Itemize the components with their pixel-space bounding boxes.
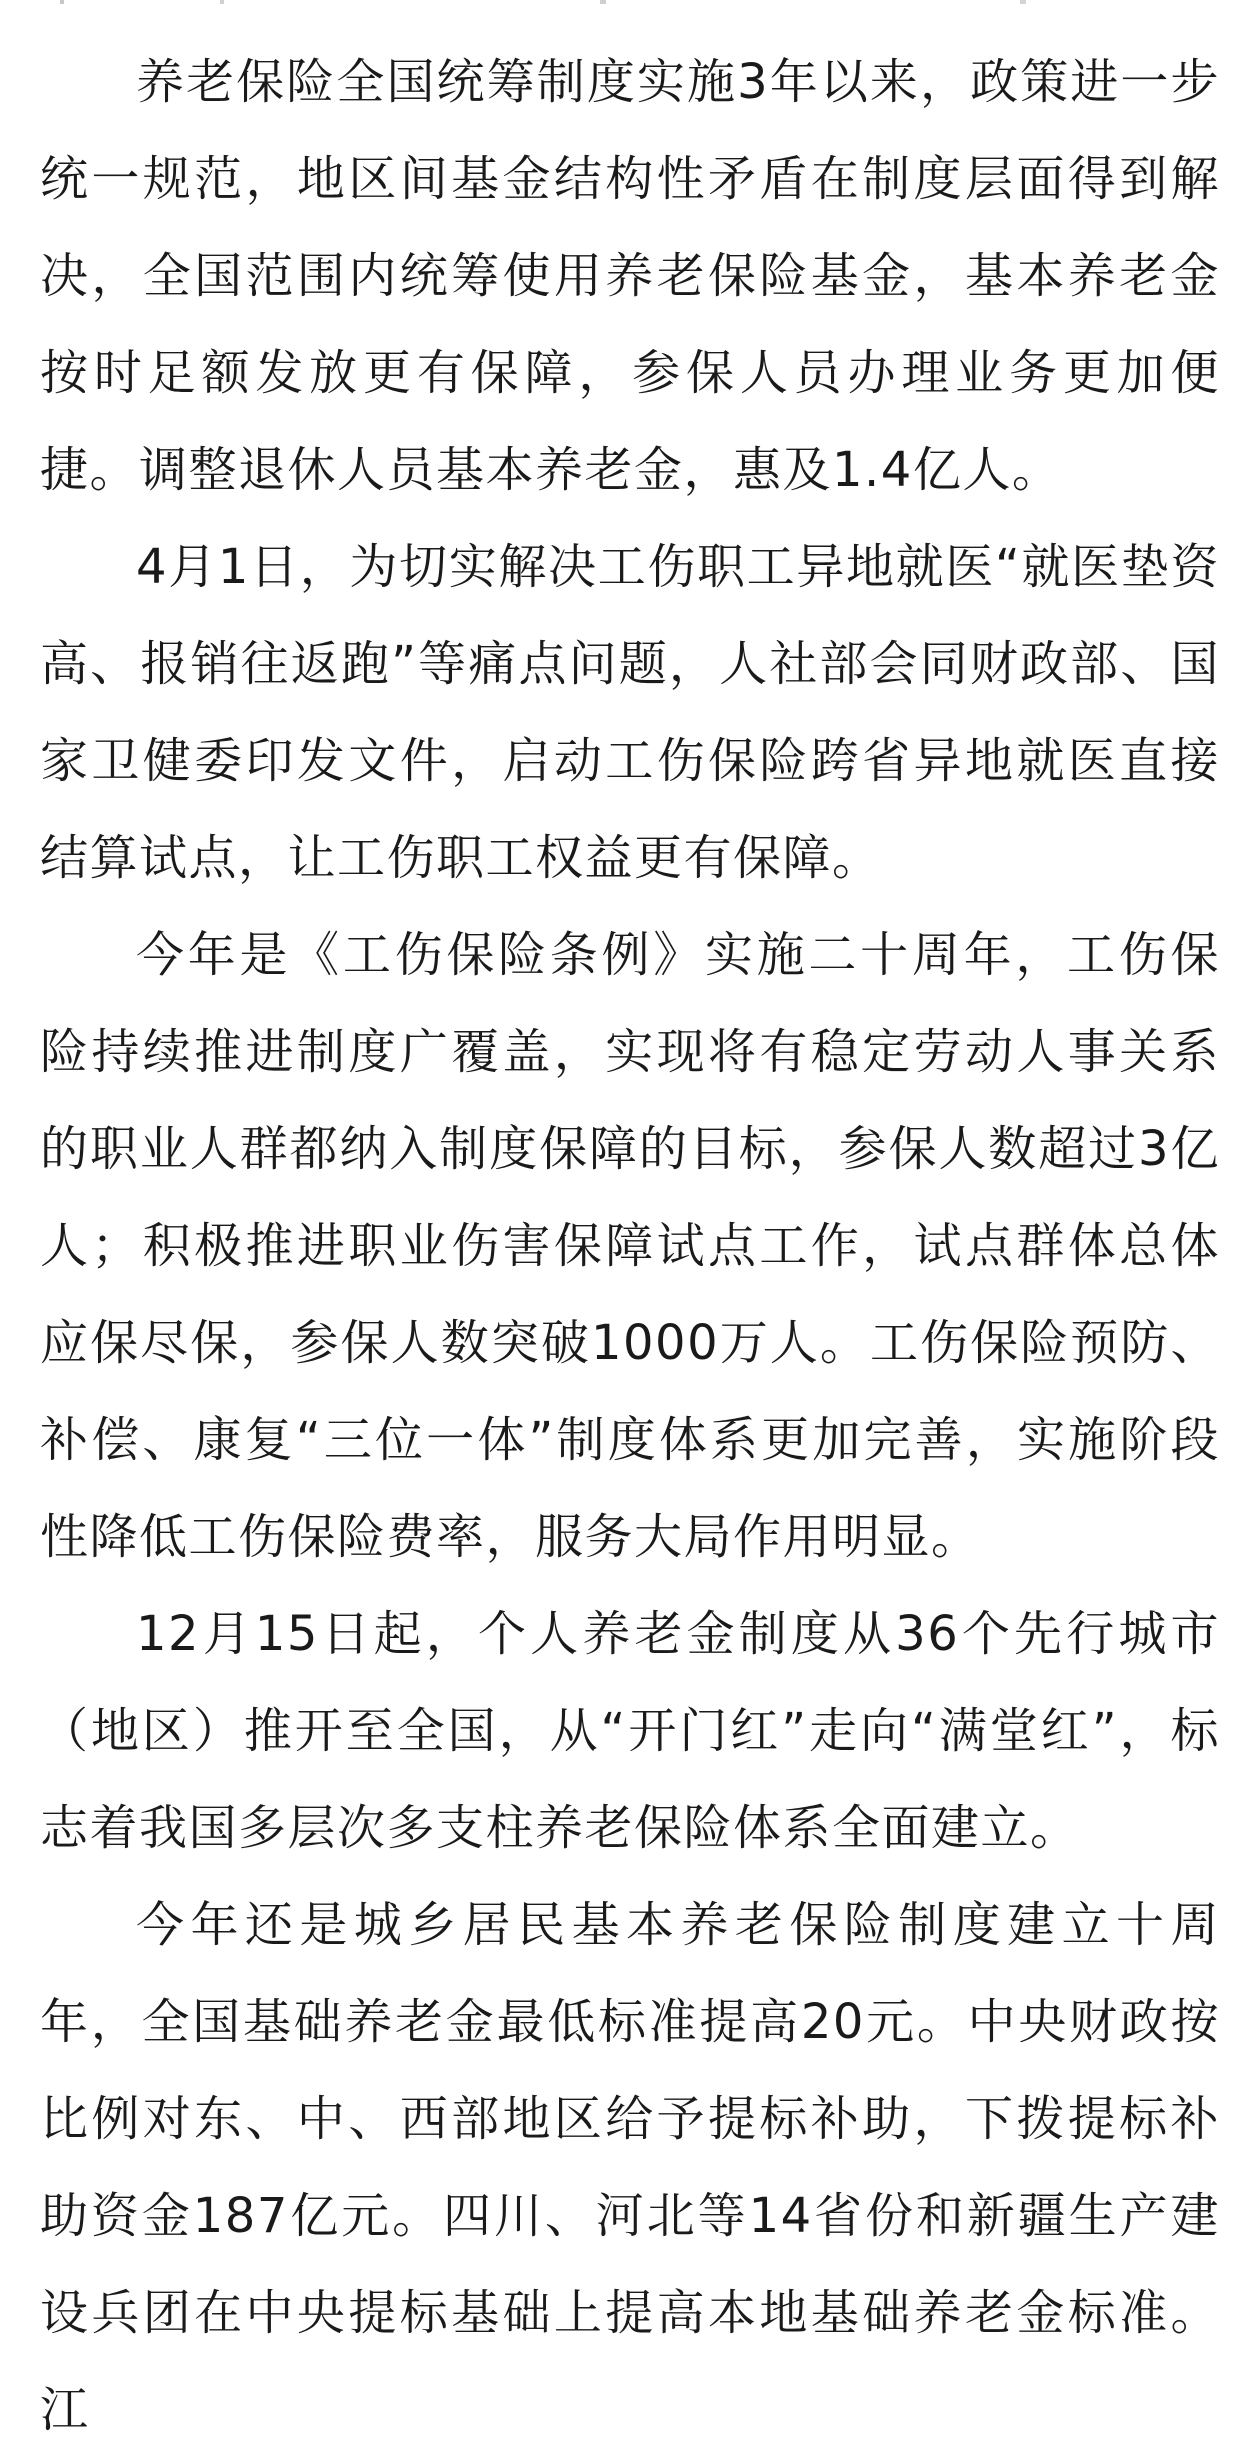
paragraph-work-injury-medical-settlement: 4月1日，为切实解决工伤职工异地就医“就医垫资高、报销往返跑”等痛点问题，人社部会同财政部、国家卫健委印发文件，启动工伤保险跨省异地就医直接结算试点，让工伤职工权益更有保障。 — [40, 539, 1220, 886]
paragraph-work-injury-insurance-regulation: 今年是《工伤保险条例》实施二十周年，工伤保险持续推进制度广覆盖，实现将有稳定劳动人事关系的职业人群都纳入制度保障的目标，参保人数超过3亿人；积极推进职业伤害保障试点工作，试点群体总体应保尽保，参保人数突破1000万人。工伤保险预防、补偿、康复“三位一体”制度体系更加完善，实施阶段性降低工伤保险费率，服务大局作用明显。 — [40, 927, 1220, 1565]
article-body — [40, 34, 1220, 2459]
paragraph-personal-pension-system: 12月15日起，个人养老金制度从36个先行城市（地区）推开至全国，从“开门红”走向“满堂红”，标志着我国多层次多支柱养老保险体系全面建立。 — [40, 1606, 1220, 1856]
paragraph-urban-rural-pension: 今年还是城乡居民基本养老保险制度建立十周年，全国基础养老金最低标准提高20元。中央财政按比例对东、中、西部地区给予提标补助，下拨提标补助资金187亿元。四川、河北等14省份和新疆生产建设兵团在中央提标基础上提高本地基础养老金标准。江 — [40, 1897, 1220, 2438]
cropped-previous-line — [40, 0, 1220, 8]
paragraph-pension-national-pooling: 养老保险全国统筹制度实施3年以来，政策进一步统一规范，地区间基金结构性矛盾在制度层面得到解决，全国范围内统筹使用养老保险基金，基本养老金按时足额发放更有保障，参保人员办理业务更加便捷。调整退休人员基本养老金，惠及1.4亿人。 — [40, 54, 1220, 498]
